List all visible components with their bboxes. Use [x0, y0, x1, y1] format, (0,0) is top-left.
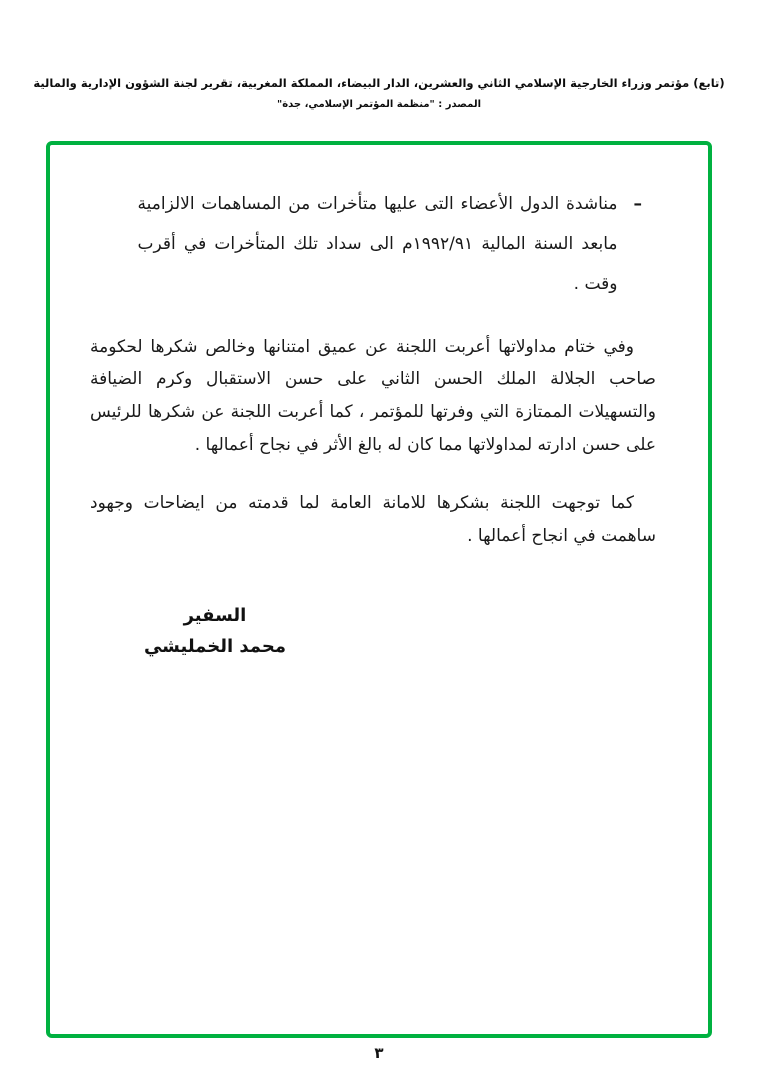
bullet-text: مناشدة الدول الأعضاء التى عليها متأخرات من المساهمات الالزامية مابعد السنة المالية ١٩٩٢/٩١م الى سداد تلك المتأخرات في أقرب وقت . — [137, 194, 618, 294]
header-title: (تابع) مؤتمر وزراء الخارجية الإسلامي الثاني والعشرين، الدار البيضاء، المملكة المغربية، تقرير لجنة الشؤون الإدارية والمالية — [33, 76, 725, 90]
page-number: ٣ — [374, 1044, 384, 1062]
bullet-dash: – — [633, 194, 642, 214]
document-header — [0, 0, 758, 110]
signature-block — [144, 605, 286, 657]
paragraph-2: كما توجهت اللجنة بشكرها للامانة العامة لما قدمته من ايضاحات وجهود ساهمت في انجاح أعمالها . — [90, 493, 656, 546]
signature-title: السفير — [183, 604, 247, 626]
signature-name: محمد الخمليشي — [143, 635, 286, 657]
bullet-item — [90, 185, 642, 305]
content-box — [46, 141, 712, 1038]
header-source: المصدر : "منظمة المؤتمر الإسلامي، جدة" — [276, 99, 481, 110]
paragraph-1: وفي ختام مداولاتها أعربت اللجنة عن عميق امتنانها وخالص شكرها لحكومة صاحب الجلالة الملك الحسن الثاني على حسن الاستقبال وكرم الضيافة والتسهيلات الممتازة التي وفرتها للمؤتمر ، كما أعربت اللجنة عن شكرها للرئيس على حسن ادارته لمداولاتها مما كان له بالغ الأثر في نجاح أعمالها . — [90, 336, 656, 455]
